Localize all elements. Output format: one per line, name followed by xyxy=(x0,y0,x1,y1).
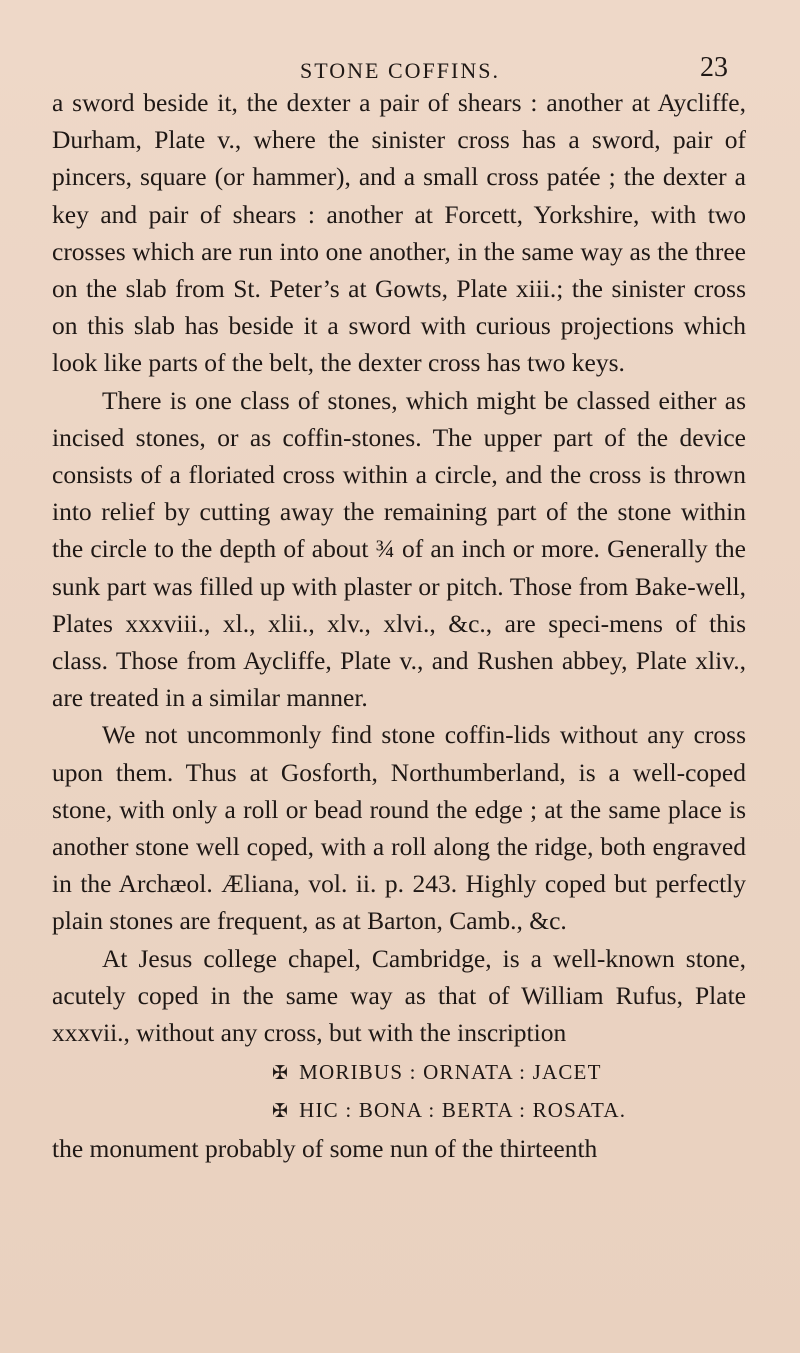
paragraph-monument: the monument probably of some nun of the thirteenth xyxy=(52,1134,598,1164)
paragraph-incised-stones: There is one class of stones, which might be classed either as incised stones, or as coffin-stones. The upper part of the device consists of a floriated cross within a circle, and the cross is thrown into relief by cutting away the remaining part of the stone within the circle to the depth of about ¾ of an inch or more. Generally the sunk part was filled up with plaster or pitch. Those from Bake-well, Plates xxxviii., xl., xlii., xlv., xlvi., &c., are speci-mens of this class. Those from Aycliffe, Plate v., and Rushen abbey, Plate xliv., are treated in a similar manner. xyxy=(52,385,746,713)
inscription-text-1: MORIBUS : ORNATA : JACET xyxy=(299,1060,602,1085)
page-number: 23 xyxy=(700,52,728,83)
body-text xyxy=(52,84,746,1167)
running-title: STONE COFFINS. xyxy=(300,58,500,83)
inscription-line-2 xyxy=(272,1092,746,1130)
inscription-text-2: HIC : BONA : BERTA : ROSATA. xyxy=(299,1098,627,1123)
inscription xyxy=(52,1054,746,1130)
paragraph-continued: a sword beside it, the dexter a pair of shears : another at Aycliffe, Durham, Plate v., where the sinister cross has a sword, pair of pincers, square (or hammer), and a small cross patée ; the dexter a key and pair of shears : another at Forcett, Yorkshire, with two crosses which are run into one another, in the same way as the three on the slab from St. Peter’s at Gowts, Plate xiii.; the sinister cross on this slab has beside it a sword with curious projections which look like parts of the belt, the dexter cross has two keys. xyxy=(52,88,746,378)
inscription-line-1 xyxy=(272,1054,746,1092)
cross-icon: ✠ xyxy=(272,1101,290,1123)
paragraph-jesus-college: At Jesus college chapel, Cambridge, is a well-known stone, acutely coped in the same way as that of William Rufus, Plate xxxvii., without any cross, but with the inscription xyxy=(52,943,746,1048)
paragraph-plain-coffin-lids: We not uncommonly find stone coffin-lids without any cross upon them. Thus at Gosforth, Northumberland, is a well-coped stone, with only a roll or bead round the edge ; at the same place is another stone well coped, with a roll along the ridge, both engraved in the Archæol. Æliana, vol. ii. p. 243. Highly coped but perfectly plain stones are frequent, as at Barton, Camb., &c. xyxy=(52,720,746,936)
cross-icon: ✠ xyxy=(272,1063,290,1085)
